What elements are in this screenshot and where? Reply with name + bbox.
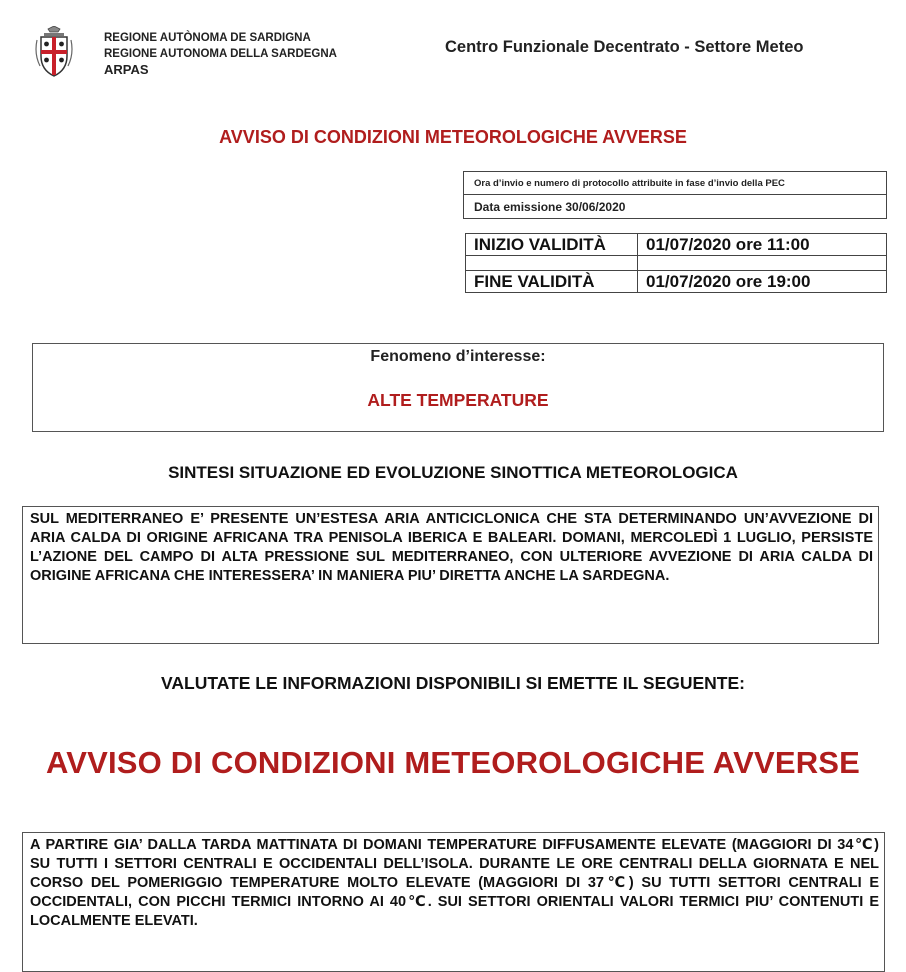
- synopsis-box: [22, 506, 879, 644]
- sardinia-coat-of-arms-icon: [34, 26, 74, 80]
- validity-end-value: 01/07/2020 ore 19:00: [638, 271, 887, 293]
- emission-date: Data emissione 30/06/2020: [464, 195, 887, 219]
- validity-table: [465, 233, 887, 293]
- validity-spacer: [466, 256, 638, 271]
- organization-block: [104, 31, 337, 78]
- org-name-italian: REGIONE AUTONOMA DELLA SARDEGNA: [104, 47, 337, 60]
- validity-start-value: 01/07/2020 ore 11:00: [638, 234, 887, 256]
- warning-box: [22, 832, 885, 972]
- warning-title: AVVISO DI CONDIZIONI METEOROLOGICHE AVVERSE: [45, 745, 861, 780]
- document-title: AVVISO DI CONDIZIONI METEOROLOGICHE AVVERSE: [219, 127, 687, 147]
- evaluation-statement: VALUTATE LE INFORMAZIONI DISPONIBILI SI EMETTE IL SEGUENTE:: [161, 673, 745, 693]
- synopsis-text: SUL MEDITERRANEO E’ PRESENTE UN’ESTESA ARIA ANTICICLONICA CHE STA DETERMINANDO UN’AVVEZIONE DI ARIA CALDA DI ORIGINE AFRICANA TRA PENISOLA IBERICA E BALEARI. DOMANI, MERCOLEDÌ 1 LUGLIO, PERSISTE L’AZIONE DEL CAMPO DI ALTA PRESSIONE SUL MEDITERRANEO, CON ULTERIORE AVVEZIONE DI ARIA CALDA DI ORIGINE AFRICANA CHE INTERESSERA’ IN MANIERA PIU’ DIRETTA ANCHE LA SARDEGNA.: [30, 511, 873, 584]
- validity-spacer: [638, 256, 887, 271]
- synopsis-heading: SINTESI SITUAZIONE ED EVOLUZIONE SINOTTICA METEOROLOGICA: [168, 463, 738, 482]
- phenomenon-value: ALTE TEMPERATURE: [367, 390, 549, 410]
- center-name: Centro Funzionale Decentrato - Settore Meteo: [445, 38, 804, 56]
- phenomenon-box: [32, 343, 884, 432]
- org-acronym: ARPAS: [104, 62, 149, 77]
- protocol-note: Ora d’invio e numero di protocollo attribuite in fase d’invio della PEC: [464, 172, 887, 195]
- validity-end-label: FINE VALIDITÀ: [466, 271, 638, 293]
- validity-start-label: INIZIO VALIDITÀ: [466, 234, 638, 256]
- pec-info-table: [463, 171, 887, 219]
- warning-text: A PARTIRE GIA’ DALLA TARDA MATTINATA DI DOMANI TEMPERATURE DIFFUSAMENTE ELEVATE (MAGGIORI DI 34℃) SU TUTTI I SETTORI CENTRALI E OCCIDENTALI DELL’ISOLA. DURANTE LE ORE CENTRALI DELLA GIORNATA E NEL CORSO DEL POMERIGGIO TEMPERATURE MOLTO ELEVATE (MAGGIORI DI 37℃) SU TUTTI SETTORI CENTRALI E OCCIDENTALI, CON PICCHI TERMICI INTORNO AI 40℃. SUI SETTORI ORIENTALI VALORI TERMICI PIU’ CONTENUTI E LOCALMENTE ELEVATI.: [30, 837, 879, 929]
- phenomenon-label: Fenomeno d’interesse:: [370, 348, 546, 365]
- org-name-sardinian: REGIONE AUTÒNOMA DE SARDIGNA: [104, 32, 311, 44]
